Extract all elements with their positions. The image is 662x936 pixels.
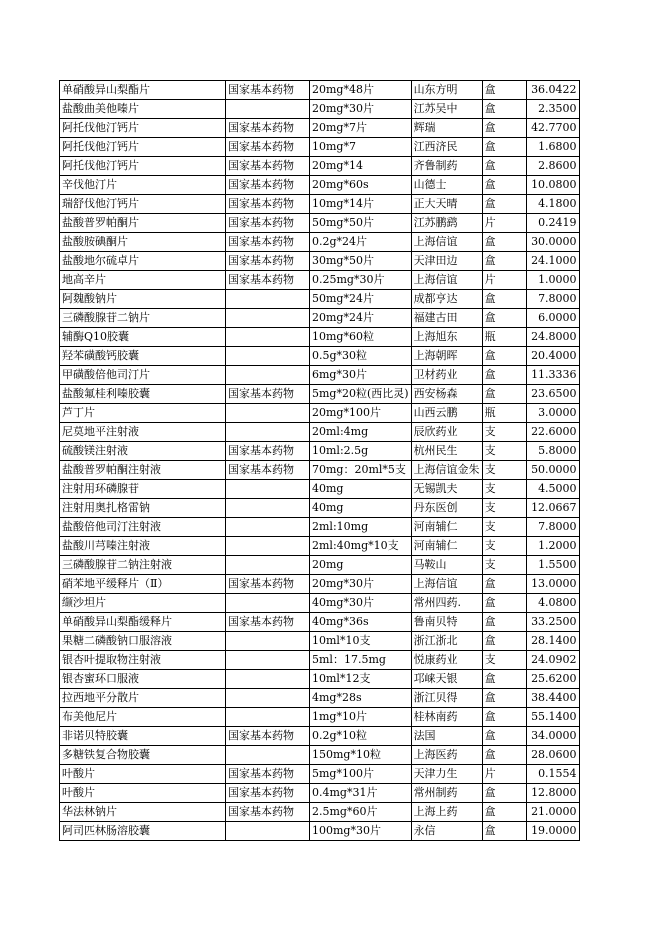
drug-name-cell: 盐酸胺碘酮片 (60, 233, 226, 252)
category-cell (226, 290, 310, 309)
manufacturer-cell: 浙江浙北 (411, 632, 482, 651)
manufacturer-cell: 上海信谊金朱 (411, 461, 482, 480)
category-cell (226, 822, 310, 841)
unit-cell: 盒 (482, 803, 526, 822)
table-row (60, 518, 580, 537)
manufacturer-cell: 丹东医创 (411, 499, 482, 518)
spec-cell: 6mg*30片 (310, 366, 412, 385)
price-cell: 1.0000 (526, 271, 579, 290)
category-cell (226, 670, 310, 689)
drug-name-cell: 阿魏酸钠片 (60, 290, 226, 309)
category-cell: 国家基本药物 (226, 214, 310, 233)
unit-cell: 盒 (482, 81, 526, 100)
unit-cell: 盒 (482, 689, 526, 708)
drug-name-cell: 辛伐他汀片 (60, 176, 226, 195)
spec-cell: 5mg*100片 (310, 765, 412, 784)
manufacturer-cell: 西安杨森 (411, 385, 482, 404)
category-cell: 国家基本药物 (226, 442, 310, 461)
table-row (60, 328, 580, 347)
spec-cell: 20mg (310, 556, 412, 575)
price-cell: 2.3500 (526, 100, 579, 119)
table-row (60, 461, 580, 480)
category-cell: 国家基本药物 (226, 157, 310, 176)
spec-cell: 20mg*30片 (310, 575, 412, 594)
drug-name-cell: 注射用奥扎格雷钠 (60, 499, 226, 518)
spec-cell: 5mg*20粒(西比灵) (310, 385, 412, 404)
table-row (60, 252, 580, 271)
table-row (60, 480, 580, 499)
spec-cell: 10mg*14片 (310, 195, 412, 214)
manufacturer-cell: 桂林南药 (411, 708, 482, 727)
manufacturer-cell: 福建古田 (411, 309, 482, 328)
drug-name-cell: 羟苯磺酸钙胶囊 (60, 347, 226, 366)
table-row (60, 632, 580, 651)
spec-cell: 0.4mg*31片 (310, 784, 412, 803)
category-cell (226, 518, 310, 537)
unit-cell: 支 (482, 442, 526, 461)
price-cell: 12.0667 (526, 499, 579, 518)
unit-cell: 盒 (482, 822, 526, 841)
spec-cell: 20mg*48片 (310, 81, 412, 100)
category-cell: 国家基本药物 (226, 727, 310, 746)
drug-name-cell: 银杏蜜环口服液 (60, 670, 226, 689)
table-row (60, 423, 580, 442)
category-cell: 国家基本药物 (226, 784, 310, 803)
unit-cell: 盒 (482, 613, 526, 632)
manufacturer-cell: 常州四药. (411, 594, 482, 613)
drug-name-cell: 阿托伐他汀钙片 (60, 119, 226, 138)
unit-cell: 盒 (482, 594, 526, 613)
unit-cell: 支 (482, 480, 526, 499)
price-cell: 5.8000 (526, 442, 579, 461)
spec-cell: 50mg*50片 (310, 214, 412, 233)
manufacturer-cell: 山德士 (411, 176, 482, 195)
drug-name-cell: 注射用环磷腺苷 (60, 480, 226, 499)
table-row (60, 404, 580, 423)
spec-cell: 20mg*100片 (310, 404, 412, 423)
drug-name-cell: 叶酸片 (60, 784, 226, 803)
manufacturer-cell: 邛崃天银 (411, 670, 482, 689)
price-cell: 7.8000 (526, 518, 579, 537)
drug-name-cell: 甲磺酸倍他司汀片 (60, 366, 226, 385)
drug-name-cell: 瑞舒伐他汀钙片 (60, 195, 226, 214)
drug-name-cell: 盐酸普罗帕酮注射液 (60, 461, 226, 480)
category-cell: 国家基本药物 (226, 252, 310, 271)
spec-cell: 150mg*10粒 (310, 746, 412, 765)
category-cell (226, 556, 310, 575)
unit-cell: 盒 (482, 784, 526, 803)
category-cell (226, 480, 310, 499)
table-row (60, 765, 580, 784)
unit-cell: 盒 (482, 176, 526, 195)
manufacturer-cell: 江苏吴中 (411, 100, 482, 119)
manufacturer-cell: 正大天晴 (411, 195, 482, 214)
table-row (60, 214, 580, 233)
unit-cell: 盒 (482, 290, 526, 309)
table-body (60, 81, 580, 841)
manufacturer-cell: 上海信谊 (411, 575, 482, 594)
price-cell: 2.8600 (526, 157, 579, 176)
table-row (60, 119, 580, 138)
table-row (60, 727, 580, 746)
table-row (60, 708, 580, 727)
price-cell: 1.6800 (526, 138, 579, 157)
unit-cell: 盒 (482, 157, 526, 176)
unit-cell: 盒 (482, 119, 526, 138)
drug-name-cell: 盐酸曲美他嗪片 (60, 100, 226, 119)
spec-cell: 5ml：17.5mg (310, 651, 412, 670)
unit-cell: 片 (482, 271, 526, 290)
spec-cell: 50mg*24片 (310, 290, 412, 309)
spec-cell: 40mg*30片 (310, 594, 412, 613)
category-cell: 国家基本药物 (226, 803, 310, 822)
table-row (60, 176, 580, 195)
table-row (60, 613, 580, 632)
unit-cell: 支 (482, 518, 526, 537)
price-cell: 34.0000 (526, 727, 579, 746)
category-cell (226, 100, 310, 119)
price-cell: 24.8000 (526, 328, 579, 347)
drug-name-cell: 阿司匹林肠溶胶囊 (60, 822, 226, 841)
category-cell (226, 632, 310, 651)
drug-name-cell: 阿托伐他汀钙片 (60, 138, 226, 157)
category-cell (226, 689, 310, 708)
category-cell (226, 651, 310, 670)
drug-name-cell: 叶酸片 (60, 765, 226, 784)
table-row (60, 651, 580, 670)
category-cell: 国家基本药物 (226, 385, 310, 404)
spec-cell: 2ml:10mg (310, 518, 412, 537)
manufacturer-cell: 山东方明 (411, 81, 482, 100)
manufacturer-cell: 上海朝晖 (411, 347, 482, 366)
price-cell: 11.3336 (526, 366, 579, 385)
unit-cell: 盒 (482, 708, 526, 727)
spec-cell: 1mg*10片 (310, 708, 412, 727)
category-cell: 国家基本药物 (226, 613, 310, 632)
category-cell: 国家基本药物 (226, 461, 310, 480)
manufacturer-cell: 江苏鹏鹞 (411, 214, 482, 233)
unit-cell: 支 (482, 461, 526, 480)
price-cell: 28.1400 (526, 632, 579, 651)
table-row (60, 537, 580, 556)
table-row (60, 309, 580, 328)
category-cell: 国家基本药物 (226, 195, 310, 214)
table-row (60, 385, 580, 404)
unit-cell: 盒 (482, 746, 526, 765)
category-cell (226, 366, 310, 385)
price-cell: 24.0902 (526, 651, 579, 670)
unit-cell: 盒 (482, 727, 526, 746)
unit-cell: 支 (482, 423, 526, 442)
price-cell: 4.1800 (526, 195, 579, 214)
price-cell: 33.2500 (526, 613, 579, 632)
category-cell (226, 708, 310, 727)
spec-cell: 70mg：20ml*5支 (310, 461, 412, 480)
spec-cell: 20mg*60s (310, 176, 412, 195)
category-cell: 国家基本药物 (226, 176, 310, 195)
manufacturer-cell: 山西云鹏 (411, 404, 482, 423)
spec-cell: 0.25mg*30片 (310, 271, 412, 290)
spec-cell: 40mg*36s (310, 613, 412, 632)
drug-name-cell: 盐酸普罗帕酮片 (60, 214, 226, 233)
spec-cell: 0.2g*24片 (310, 233, 412, 252)
manufacturer-cell: 卫材药业 (411, 366, 482, 385)
unit-cell: 瓶 (482, 328, 526, 347)
unit-cell: 盒 (482, 233, 526, 252)
manufacturer-cell: 上海上药 (411, 803, 482, 822)
drug-name-cell: 非诺贝特胶囊 (60, 727, 226, 746)
price-cell: 25.6200 (526, 670, 579, 689)
manufacturer-cell: 杭州民生 (411, 442, 482, 461)
drug-name-cell: 盐酸氟桂利嗪胶囊 (60, 385, 226, 404)
spec-cell: 2ml:40mg*10支 (310, 537, 412, 556)
manufacturer-cell: 河南辅仁 (411, 518, 482, 537)
manufacturer-cell: 辰欣药业 (411, 423, 482, 442)
unit-cell: 盒 (482, 575, 526, 594)
price-cell: 1.2000 (526, 537, 579, 556)
drug-name-cell: 辅酶Q10胶囊 (60, 328, 226, 347)
price-cell: 38.4400 (526, 689, 579, 708)
category-cell (226, 309, 310, 328)
table-row (60, 290, 580, 309)
drug-name-cell: 银杏叶提取物注射液 (60, 651, 226, 670)
price-cell: 12.8000 (526, 784, 579, 803)
unit-cell: 支 (482, 537, 526, 556)
unit-cell: 盒 (482, 632, 526, 651)
table-row (60, 195, 580, 214)
manufacturer-cell: 浙江贝得 (411, 689, 482, 708)
spec-cell: 10ml*12支 (310, 670, 412, 689)
spec-cell: 40mg (310, 499, 412, 518)
category-cell (226, 328, 310, 347)
manufacturer-cell: 辉瑞 (411, 119, 482, 138)
spec-cell: 10mg*60粒 (310, 328, 412, 347)
spec-cell: 0.2g*10粒 (310, 727, 412, 746)
unit-cell: 盒 (482, 385, 526, 404)
price-cell: 20.4000 (526, 347, 579, 366)
drug-name-cell: 硫酸镁注射液 (60, 442, 226, 461)
category-cell: 国家基本药物 (226, 271, 310, 290)
table-row (60, 81, 580, 100)
manufacturer-cell: 悦康药业 (411, 651, 482, 670)
drug-name-cell: 尼莫地平注射液 (60, 423, 226, 442)
drug-name-cell: 地高辛片 (60, 271, 226, 290)
unit-cell: 盒 (482, 252, 526, 271)
price-cell: 3.0000 (526, 404, 579, 423)
category-cell: 国家基本药物 (226, 233, 310, 252)
table-row (60, 157, 580, 176)
drug-name-cell: 单硝酸异山梨酯片 (60, 81, 226, 100)
spec-cell: 20mg*7片 (310, 119, 412, 138)
table-row (60, 594, 580, 613)
drug-name-cell: 多糖铁复合物胶囊 (60, 746, 226, 765)
drug-name-cell: 盐酸川芎嗪注射液 (60, 537, 226, 556)
unit-cell: 瓶 (482, 404, 526, 423)
table-row (60, 689, 580, 708)
manufacturer-cell: 上海医药 (411, 746, 482, 765)
drug-name-cell: 布美他尼片 (60, 708, 226, 727)
manufacturer-cell: 法国 (411, 727, 482, 746)
table-row (60, 575, 580, 594)
unit-cell: 盒 (482, 195, 526, 214)
unit-cell: 支 (482, 499, 526, 518)
category-cell (226, 594, 310, 613)
manufacturer-cell: 永信 (411, 822, 482, 841)
manufacturer-cell: 天津力生 (411, 765, 482, 784)
table-row (60, 271, 580, 290)
table-row (60, 784, 580, 803)
drug-name-cell: 盐酸倍他司汀注射液 (60, 518, 226, 537)
price-cell: 36.0422 (526, 81, 579, 100)
category-cell (226, 423, 310, 442)
spec-cell: 20mg*24片 (310, 309, 412, 328)
price-cell: 22.6000 (526, 423, 579, 442)
price-cell: 10.0800 (526, 176, 579, 195)
price-cell: 42.7700 (526, 119, 579, 138)
spec-cell: 10ml*10支 (310, 632, 412, 651)
table-row (60, 670, 580, 689)
drug-name-cell: 果糖二磷酸钠口服溶液 (60, 632, 226, 651)
table-row (60, 442, 580, 461)
table-row (60, 803, 580, 822)
unit-cell: 盒 (482, 670, 526, 689)
table-row (60, 347, 580, 366)
manufacturer-cell: 常州制药 (411, 784, 482, 803)
category-cell (226, 746, 310, 765)
drug-name-cell: 缬沙坦片 (60, 594, 226, 613)
table-row (60, 746, 580, 765)
drug-name-cell: 单硝酸异山梨酯缓释片 (60, 613, 226, 632)
spec-cell: 0.5g*30粒 (310, 347, 412, 366)
unit-cell: 盒 (482, 347, 526, 366)
drug-name-cell: 芦丁片 (60, 404, 226, 423)
manufacturer-cell: 上海旭东 (411, 328, 482, 347)
drug-name-cell: 盐酸地尔硫卓片 (60, 252, 226, 271)
price-cell: 55.1400 (526, 708, 579, 727)
price-cell: 24.1000 (526, 252, 579, 271)
drug-name-cell: 三磷酸腺苷二钠片 (60, 309, 226, 328)
unit-cell: 盒 (482, 366, 526, 385)
spec-cell: 4mg*28s (310, 689, 412, 708)
manufacturer-cell: 成都亨达 (411, 290, 482, 309)
drug-name-cell: 华法林钠片 (60, 803, 226, 822)
price-cell: 21.0000 (526, 803, 579, 822)
category-cell (226, 537, 310, 556)
price-cell: 4.5000 (526, 480, 579, 499)
category-cell: 国家基本药物 (226, 765, 310, 784)
spec-cell: 10mg*7 (310, 138, 412, 157)
category-cell (226, 347, 310, 366)
price-cell: 0.2419 (526, 214, 579, 233)
spec-cell: 20mg*14 (310, 157, 412, 176)
table-row (60, 499, 580, 518)
price-cell: 13.0000 (526, 575, 579, 594)
unit-cell: 片 (482, 214, 526, 233)
manufacturer-cell: 无锡凯夫 (411, 480, 482, 499)
manufacturer-cell: 天津田边 (411, 252, 482, 271)
drug-name-cell: 三磷酸腺苷二钠注射液 (60, 556, 226, 575)
unit-cell: 盒 (482, 138, 526, 157)
spec-cell: 10ml:2.5g (310, 442, 412, 461)
manufacturer-cell: 鲁南贝特 (411, 613, 482, 632)
manufacturer-cell: 河南辅仁 (411, 537, 482, 556)
spec-cell: 20mg*30片 (310, 100, 412, 119)
unit-cell: 支 (482, 556, 526, 575)
unit-cell: 支 (482, 651, 526, 670)
table-row (60, 233, 580, 252)
spec-cell: 20ml:4mg (310, 423, 412, 442)
price-cell: 28.0600 (526, 746, 579, 765)
spec-cell: 100mg*30片 (310, 822, 412, 841)
price-cell: 4.0800 (526, 594, 579, 613)
category-cell: 国家基本药物 (226, 81, 310, 100)
unit-cell: 盒 (482, 100, 526, 119)
table-row (60, 556, 580, 575)
table-row (60, 366, 580, 385)
manufacturer-cell: 江西济民 (411, 138, 482, 157)
price-cell: 50.0000 (526, 461, 579, 480)
category-cell: 国家基本药物 (226, 575, 310, 594)
drug-price-table (59, 80, 580, 841)
spec-cell: 2.5mg*60片 (310, 803, 412, 822)
drug-name-cell: 拉西地平分散片 (60, 689, 226, 708)
category-cell (226, 404, 310, 423)
manufacturer-cell: 马鞍山 (411, 556, 482, 575)
price-cell: 1.5500 (526, 556, 579, 575)
price-cell: 0.1554 (526, 765, 579, 784)
manufacturer-cell: 上海信谊 (411, 271, 482, 290)
unit-cell: 片 (482, 765, 526, 784)
unit-cell: 盒 (482, 309, 526, 328)
spec-cell: 30mg*50片 (310, 252, 412, 271)
manufacturer-cell: 上海信谊 (411, 233, 482, 252)
price-cell: 7.8000 (526, 290, 579, 309)
price-cell: 30.0000 (526, 233, 579, 252)
price-cell: 19.0000 (526, 822, 579, 841)
price-cell: 23.6500 (526, 385, 579, 404)
manufacturer-cell: 齐鲁制药 (411, 157, 482, 176)
category-cell (226, 499, 310, 518)
drug-name-cell: 硝苯地平缓释片（Ⅱ） (60, 575, 226, 594)
price-cell: 6.0000 (526, 309, 579, 328)
table-row (60, 138, 580, 157)
table-row (60, 100, 580, 119)
drug-name-cell: 阿托伐他汀钙片 (60, 157, 226, 176)
table-row (60, 822, 580, 841)
spec-cell: 40mg (310, 480, 412, 499)
category-cell: 国家基本药物 (226, 119, 310, 138)
category-cell: 国家基本药物 (226, 138, 310, 157)
